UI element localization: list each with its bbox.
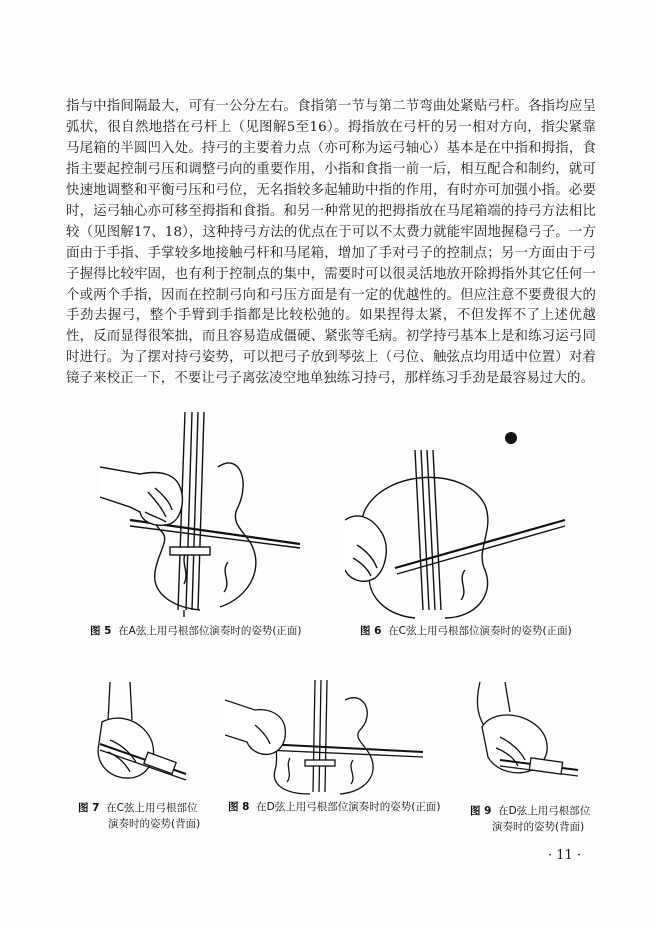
figure-7-illustration bbox=[90, 682, 190, 790]
figure-5-caption bbox=[90, 624, 302, 639]
figure-8-caption-text: 在D弦上用弓根部位演奏时的姿势(正面) bbox=[256, 801, 441, 813]
figure-8-caption bbox=[228, 800, 440, 815]
figure-9-number: 图 9 bbox=[470, 805, 492, 817]
figure-5-number: 图 5 bbox=[90, 625, 112, 637]
figure-6-number: 图 6 bbox=[360, 625, 382, 637]
figure-9-caption-line-1: 在D弦上用弓根部位 bbox=[498, 805, 591, 817]
body-paragraph: 指与中指间隔最大，可有一公分左右。食指第一节与第二节弯曲处紧贴弓杆。各指均应呈弧状，很自然地搭在弓杆上（见图解5至16）。拇指放在弓杆的另一相对方向，指尖紧靠马尾箱的半圆凹入处。持弓的主要着力点（亦可称为运弓轴心）基本是在中指和拇指，食指主要起控制弓压和调整弓向的重要作用，小指和食指一前一后，相互配合和制约，就可快速地调整和平衡弓压和弓位，无名指较多起辅助中指的作用，有时亦可加强小指。必要时，运弓轴心亦可移至拇指和食指。和另一种常见的把拇指放在马尾箱端的持弓方法相比较（见图解17、18），这种持弓方法的优点在于可以不太费力就能牢固地握稳弓子。一方面由于手指、手掌较多地接触弓杆和马尾箱，增加了手对弓子的控制点；另一方面由于弓子握得比较牢固，也有利于控制点的集中，需要时可以很灵活地放开除拇指外其它任何一个或两个手指，因而在控制弓向和弓压方面是有一定的优越性的。但应注意不要费很大的手劲去握弓，整个手臂到手指都是比较松弛的。如果捏得太紧，不但发挥不了上述优越性，反而显得很笨拙，而且容易造成僵硬、紧张等毛病。初学持弓基本上是和练习运弓同时进行。为了摆对持弓姿势，可以把弓子放到琴弦上（弓位、触弦点均用适中位置）对着镜子来校正一下，不要让弓子离弦凌空地单独练习持弓，那样练习手劲是最容易过大的。 bbox=[66, 99, 596, 387]
figure-7-number: 图 7 bbox=[78, 802, 100, 814]
figure-7-caption-line-1: 在C弦上用弓根部位 bbox=[106, 802, 198, 814]
ink-blot bbox=[505, 432, 517, 444]
figure-7-caption bbox=[78, 800, 200, 832]
figure-5-illustration bbox=[100, 412, 305, 617]
figure-6-caption-text: 在C弦上用弓根部位演奏时的姿势(正面) bbox=[388, 625, 572, 637]
page-number: · 11 · bbox=[548, 848, 582, 863]
figure-9-caption-line-2: 演奏时的姿势(背面) bbox=[492, 821, 585, 833]
figure-8-number: 图 8 bbox=[228, 801, 250, 813]
figure-6-caption bbox=[360, 624, 572, 639]
figure-7-caption-line-2: 演奏时的姿势(背面) bbox=[108, 818, 201, 830]
figure-9-caption bbox=[470, 803, 590, 835]
figure-9-illustration bbox=[470, 682, 580, 790]
figure-5-caption-text: 在A弦上用弓根部位演奏时的姿势(正面) bbox=[118, 625, 302, 637]
figure-6-illustration bbox=[345, 450, 570, 620]
figure-8-illustration bbox=[225, 680, 425, 795]
